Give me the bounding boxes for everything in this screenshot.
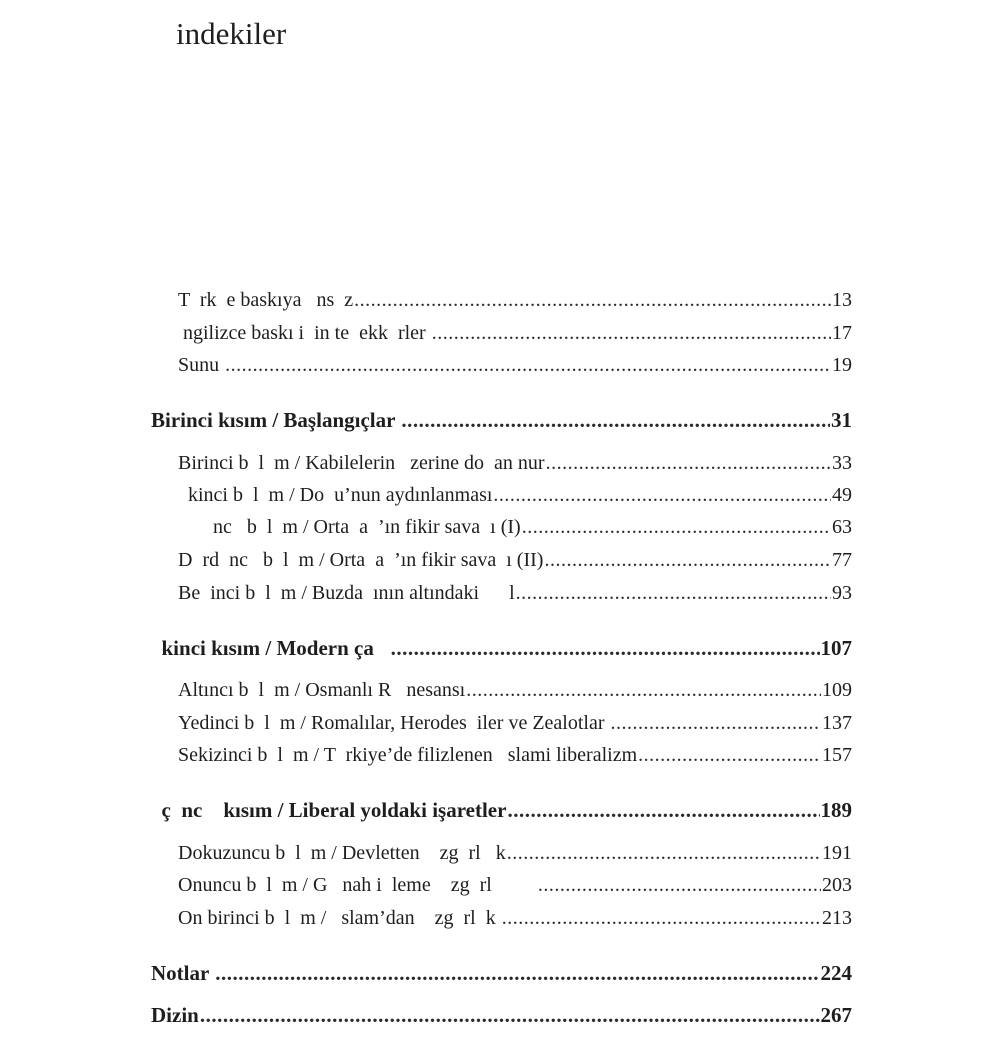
toc-entry-chapter-3[interactable] xyxy=(178,512,852,542)
toc-part-label: kinci kısım / Modern ça xyxy=(151,636,390,660)
dot-leader xyxy=(546,448,831,478)
dot-leader xyxy=(354,285,831,315)
toc-page-number: 109 xyxy=(822,679,852,701)
dot-leader xyxy=(466,675,821,705)
toc-entry-label: kinci b l m / Do u’nun aydınlanması xyxy=(178,484,493,506)
dot-leader xyxy=(507,795,819,825)
toc-page-number: 17 xyxy=(832,322,852,344)
toc-entry-label: ngilizce baskı i in te ekk rler xyxy=(178,322,431,344)
toc-entry-label: Be inci b l m / Buzda ının altındaki l xyxy=(178,582,515,604)
toc-entry-chapter-8[interactable] xyxy=(178,740,852,770)
toc-page-number: 191 xyxy=(822,842,852,864)
dot-leader xyxy=(544,545,831,575)
toc-entry-chapter-2[interactable] xyxy=(178,480,852,510)
dot-leader xyxy=(391,633,820,663)
toc-entry-label: Birinci b l m / Kabilelerin zerine do an nur xyxy=(178,452,545,474)
dot-leader xyxy=(493,480,831,510)
dot-leader xyxy=(502,903,821,933)
toc-entry-foreword[interactable] xyxy=(178,350,852,380)
toc-part-3[interactable] xyxy=(151,795,852,825)
toc-page-number: 224 xyxy=(820,961,852,985)
toc-entry-preface-turkish[interactable] xyxy=(178,285,852,315)
toc-page-number: 49 xyxy=(832,484,852,506)
dot-leader xyxy=(538,870,821,900)
dot-leader xyxy=(507,838,821,868)
dot-leader xyxy=(200,1000,820,1030)
toc-entry-label: T rk e baskıya ns z xyxy=(178,289,354,311)
page-title: indekiler xyxy=(176,16,287,51)
toc-entry-acknowledgements[interactable] xyxy=(178,318,852,348)
dot-leader xyxy=(225,350,831,380)
dot-leader xyxy=(516,578,831,608)
toc-entry-index[interactable] xyxy=(151,1000,852,1030)
toc-entry-chapter-10[interactable] xyxy=(178,870,852,900)
toc-page-number: 157 xyxy=(822,744,852,766)
toc-part-label: Birinci kısım / Başlangıçlar xyxy=(151,408,401,432)
dot-leader xyxy=(638,740,821,770)
toc-page-number: 13 xyxy=(832,289,852,311)
toc-entry-label: Onuncu b l m / G nah i leme zg rl xyxy=(178,874,537,896)
toc-page-number: 137 xyxy=(822,712,852,734)
toc-part-label: Notlar xyxy=(151,961,215,985)
toc-page-number: 63 xyxy=(832,516,852,538)
toc-entry-chapter-9[interactable] xyxy=(178,838,852,868)
toc-page-number: 33 xyxy=(832,452,852,474)
dot-leader xyxy=(215,958,819,988)
toc-page-number: 77 xyxy=(832,549,852,571)
toc-entry-label: On birinci b l m / slam’dan zg rl k xyxy=(178,907,501,929)
toc-entry-chapter-4[interactable] xyxy=(178,545,852,575)
toc-page-number: 267 xyxy=(820,1003,852,1027)
toc-page-number: 19 xyxy=(832,354,852,376)
toc-entry-chapter-7[interactable] xyxy=(178,708,852,738)
dot-leader xyxy=(401,405,830,435)
toc-entry-label: Altıncı b l m / Osmanlı R nesansı xyxy=(178,679,466,701)
toc-entry-label: Yedinci b l m / Romalılar, Herodes iler ve Zealotlar xyxy=(178,712,610,734)
toc-page-number: 93 xyxy=(832,582,852,604)
toc-part-label: ç nc kısım / Liberal yoldaki işaretler xyxy=(151,798,507,822)
toc-page-number: 189 xyxy=(820,798,852,822)
toc-entry-chapter-6[interactable] xyxy=(178,675,852,705)
toc-entry-chapter-11[interactable] xyxy=(178,903,852,933)
toc-part-2[interactable] xyxy=(151,633,852,663)
toc-entry-label: Dokuzuncu b l m / Devletten zg rl k xyxy=(178,842,506,864)
toc-entry-chapter-5[interactable] xyxy=(178,578,852,608)
toc-entry-chapter-1[interactable] xyxy=(178,448,852,478)
dot-leader xyxy=(611,708,821,738)
toc-page-number: 107 xyxy=(820,636,852,660)
toc-part-1[interactable] xyxy=(151,405,852,435)
toc-entry-label: nc b l m / Orta a ’ın fikir sava ı (I) xyxy=(178,516,521,538)
toc-entry-label: D rd nc b l m / Orta a ’ın fikir sava ı (II) xyxy=(178,549,544,571)
toc-page-number: 31 xyxy=(831,408,852,432)
toc-entry-notes[interactable] xyxy=(151,958,852,988)
dot-leader xyxy=(522,512,831,542)
toc-page-number: 203 xyxy=(822,874,852,896)
toc-page-number: 213 xyxy=(822,907,852,929)
dot-leader xyxy=(432,318,831,348)
toc-entry-label: Sunu xyxy=(178,354,225,376)
toc-part-label: Dizin xyxy=(151,1003,199,1027)
toc-entry-label: Sekizinci b l m / T rkiye’de filizlenen slami liberalizm xyxy=(178,744,638,766)
